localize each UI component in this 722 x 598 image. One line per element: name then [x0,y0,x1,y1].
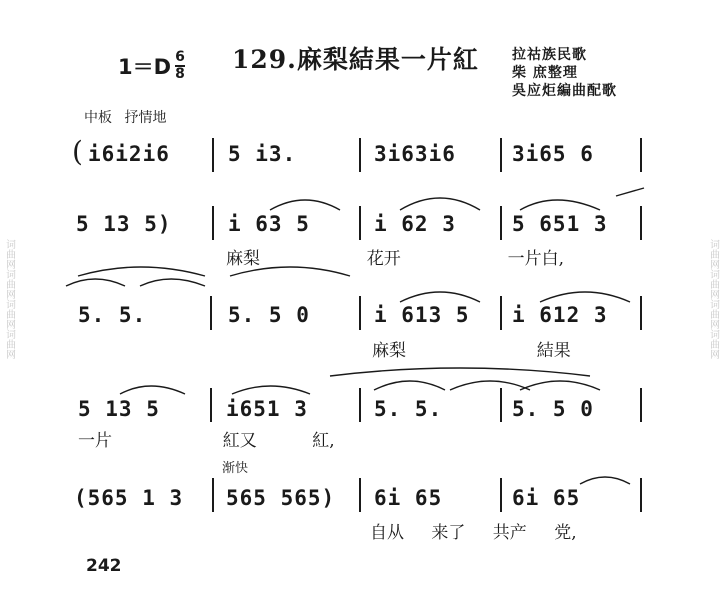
barline [500,138,502,172]
tempo-marking-accelerando: 渐快 [222,461,249,476]
credit-line-3: 吳应炬編曲配歌 [512,83,617,99]
row3-measure4: i 612 3 [512,303,608,327]
barline [210,296,212,330]
row5-measure4: 6i 65 [512,486,581,510]
row5-lyrics: 自从 来了 共产 党, [370,523,577,543]
barline [210,388,212,422]
credit-line-1: 拉祜族民歌 [512,47,587,63]
row4-lyrics: 一片 紅又 紅, [78,431,335,451]
row2-measure2: i 63 5 [228,212,310,236]
row1-open-paren: ( [72,135,83,168]
row3-lyrics: 麻梨 結果 [372,341,571,361]
barline [212,138,214,172]
row2-measure3: i 62 3 [374,212,456,236]
row3-measure2: 5. 5 0 [228,303,310,327]
row4-measure3: 5. 5. [374,397,443,421]
row3-measure3: i 613 5 [374,303,470,327]
barline [640,206,642,240]
meter-top: 6 [175,49,185,65]
barline [359,478,361,512]
barline [212,206,214,240]
page-number: 242 [86,556,122,576]
key-signature [118,50,185,82]
key-label: 1＝D [118,55,172,79]
row1-measure2: 5 i3. [228,142,297,166]
row4-measure4: 5. 5 0 [512,397,594,421]
barline [500,388,502,422]
barline [359,388,361,422]
row1-measure3: 3i63i6 [374,142,456,166]
time-signature [175,50,185,82]
barline [640,478,642,512]
side-watermark-left: 词曲网词曲网词曲网词曲网 [3,239,15,359]
barline [640,138,642,172]
row3-measure1: 5. 5. [78,303,147,327]
tempo-marking: 中板 抒情地 [84,110,167,126]
row1-measure4: 3i65 6 [512,142,594,166]
row2-measure1: 5 13 5) [76,212,172,236]
row5-measure2: 565 565) [226,486,336,510]
row5-measure3: 6i 65 [374,486,443,510]
barline [359,296,361,330]
song-title: 129.麻梨結果一片紅 [232,45,479,74]
barline [500,296,502,330]
credit-line-2: 柴 庶整理 [512,65,578,81]
barline [500,478,502,512]
row4-measure2: i651 3 [226,397,308,421]
side-watermark-right: 词曲网词曲网词曲网词曲网 [707,239,719,359]
row4-measure1: 5 13 5 [78,397,160,421]
row2-lyrics: 麻梨 花开 一片白, [226,249,565,269]
meter-bottom: 8 [175,66,185,82]
row2-measure4: 5 651 3 [512,212,608,236]
barline [640,296,642,330]
barline [640,388,642,422]
barline [359,138,361,172]
barline [212,478,214,512]
row5-measure1: (565 1 3 [74,486,184,510]
row1-measure1: i6i2i6 [88,142,170,166]
barline [359,206,361,240]
barline [500,206,502,240]
